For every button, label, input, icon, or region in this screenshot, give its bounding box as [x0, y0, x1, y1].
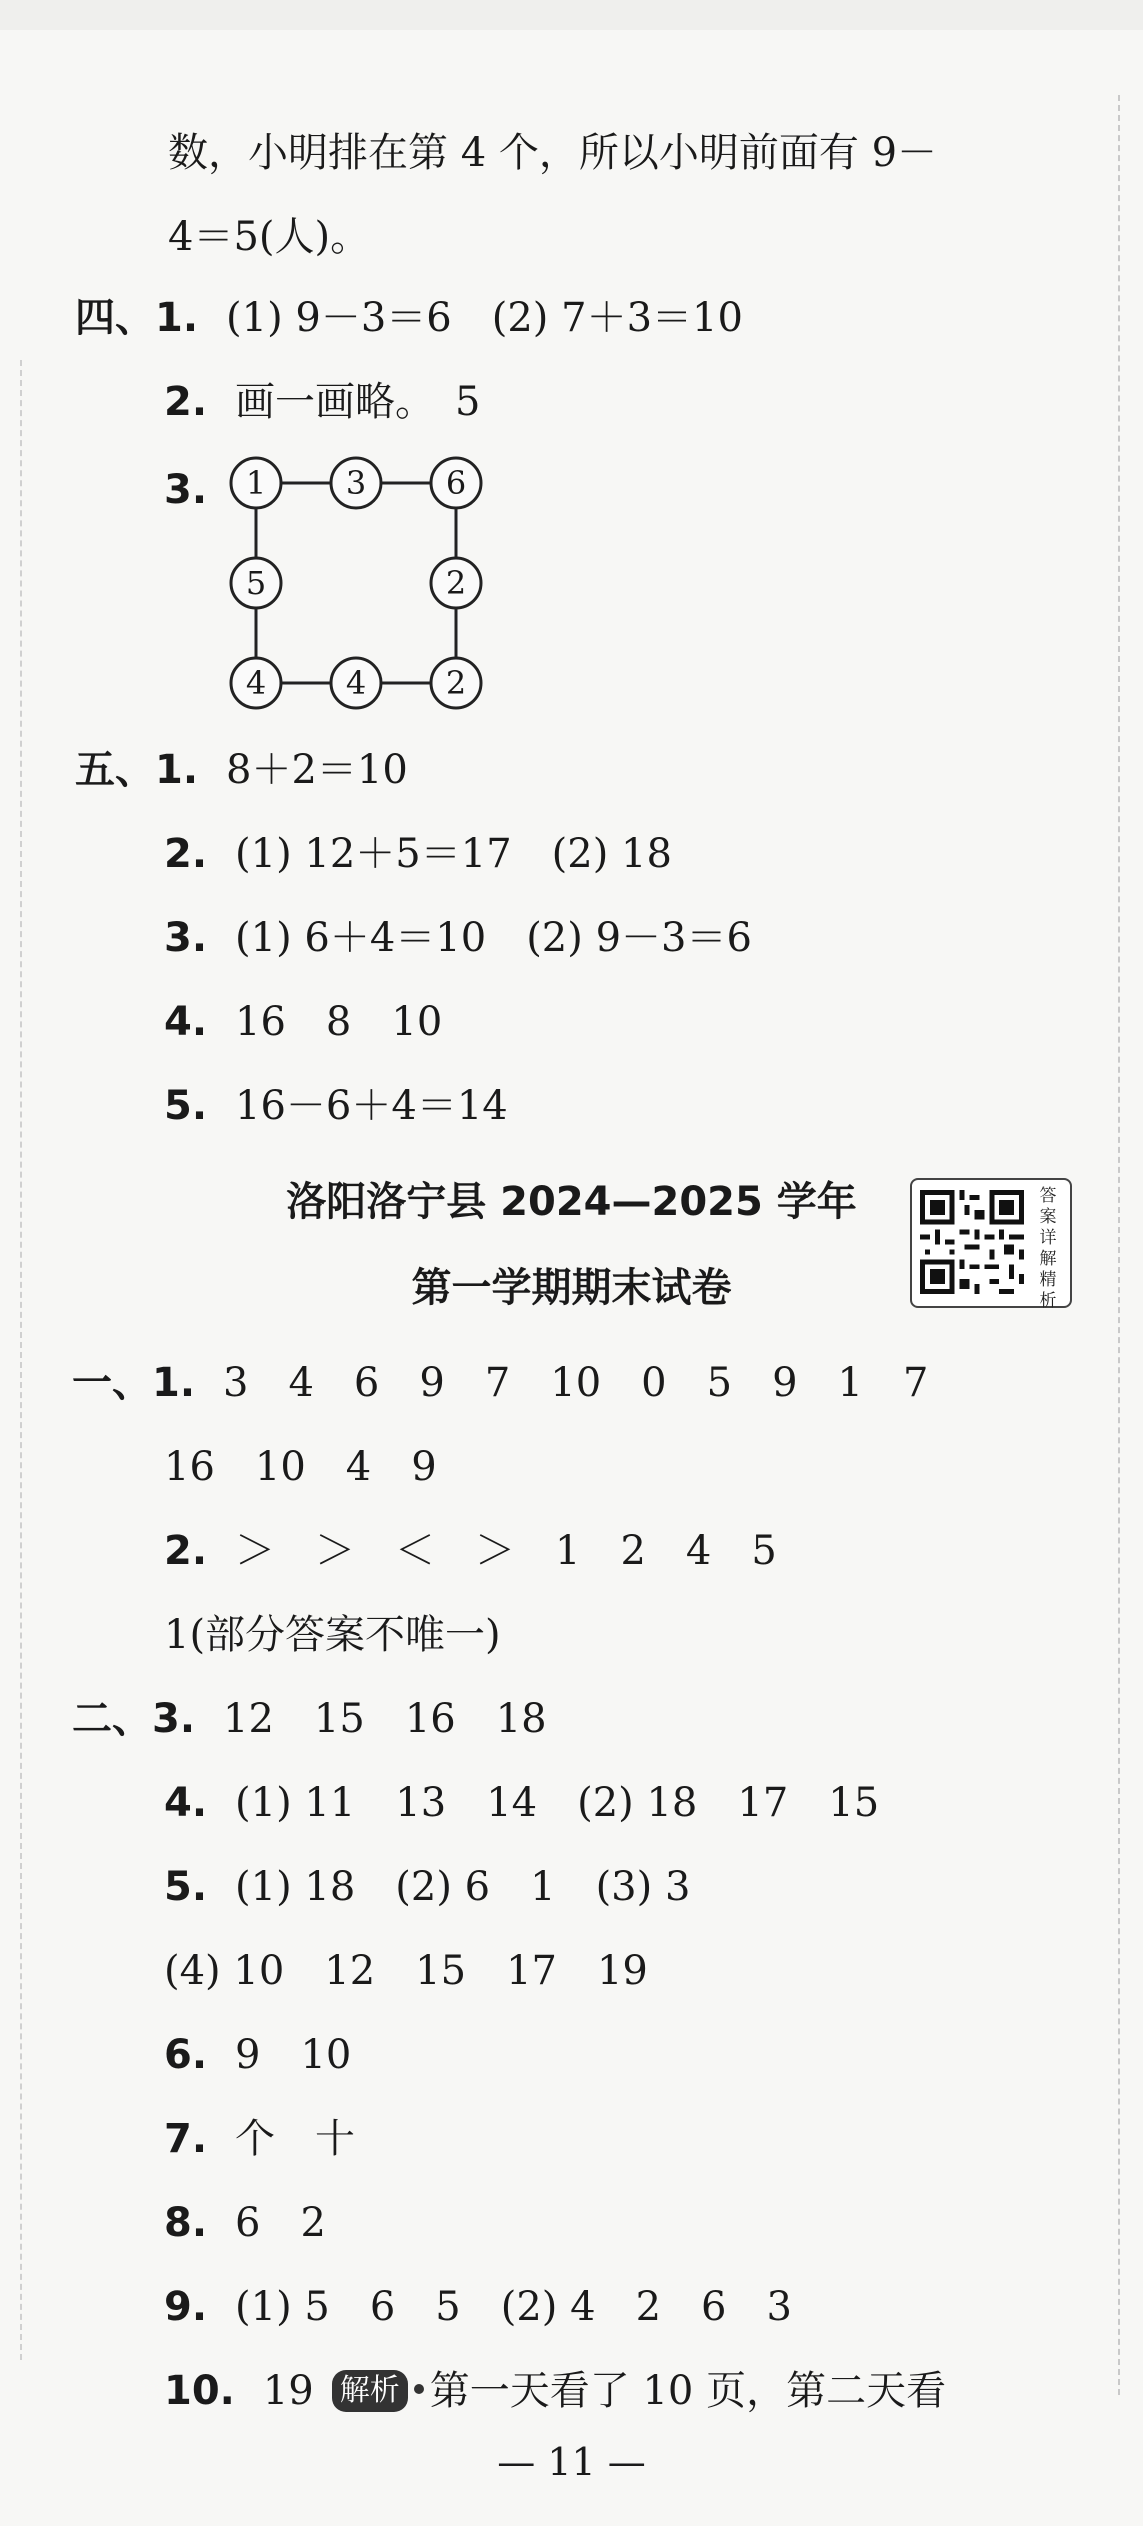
answer-text: 6 2 [235, 2200, 326, 2246]
value-middle-left: 5 [245, 564, 267, 602]
value-top-left: 1 [245, 464, 267, 502]
answer-text: (1) 5 6 5 (2) 4 2 6 3 [235, 2284, 792, 2330]
item-number: 5. [164, 1864, 208, 1910]
section-4-item-3 [164, 460, 207, 520]
item-number: 2. [164, 1528, 208, 1574]
right-dashed-divider [1118, 95, 1120, 2395]
section-4-item-2 [164, 372, 480, 432]
answer-text: 12 15 16 18 [223, 1696, 547, 1742]
item-number: 2. [164, 831, 208, 877]
value-bottom-right: 2 [445, 664, 467, 702]
qr-code-box[interactable] [910, 1178, 1072, 1311]
section-1-item-1 [72, 1353, 928, 1413]
item-number: 1. [155, 295, 199, 341]
value-bottom-left: 4 [245, 664, 267, 702]
item-number: 3. [164, 467, 208, 513]
item-number: 2. [164, 379, 208, 425]
section-2-item-4 [164, 1773, 879, 1833]
qr-label: 答案详解精析 [1039, 1186, 1057, 1311]
section-2-item-5-continued: (4) 10 12 15 17 19 [164, 1948, 648, 1994]
answer-text: (1) 18 (2) 6 1 (3) 3 [235, 1864, 691, 1910]
answer-text: (1) 9－3＝6 (2) 7＋3＝10 [226, 295, 743, 341]
answer-text: 画一画略。 5 [235, 379, 481, 425]
section-2-item-10 [164, 2361, 946, 2421]
value-bottom-middle: 4 [345, 664, 367, 702]
section-2-item-9 [164, 2277, 792, 2337]
item-number: 4. [164, 1780, 208, 1826]
section-2-item-7 [164, 2109, 355, 2169]
section-1-item-2-continued: 1(部分答案不唯一) [164, 1612, 501, 1658]
section-5-item-3 [164, 908, 752, 968]
answer-text: 9 10 [235, 2032, 352, 2078]
answer-text: (1) 11 13 14 (2) 18 17 15 [235, 1780, 880, 1826]
item-number: 10. [164, 2368, 235, 2414]
section-2-item-5 [164, 1857, 690, 1917]
section-5-item-5 [164, 1076, 508, 1136]
item-number: 7. [164, 2116, 208, 2162]
value-top-middle: 3 [345, 464, 367, 502]
section-2-item-8 [164, 2193, 326, 2253]
item-number: 3. [152, 1696, 196, 1742]
section-2-prefix: 二、 [72, 1695, 152, 1742]
item-number: 9. [164, 2284, 208, 2330]
left-dashed-divider [20, 360, 22, 2360]
section-1-prefix: 一、 [72, 1359, 152, 1406]
item-number: 6. [164, 2032, 208, 2078]
answer-text: 16 8 10 [235, 999, 443, 1045]
exam-title-line-2: 第一学期期末试卷 [411, 1265, 732, 1311]
item-number: 8. [164, 2200, 208, 2246]
section-4-item-1 [75, 288, 743, 348]
section-2-item-3 [72, 1689, 547, 1749]
continuation-line-2: 4＝5(人)。 [168, 214, 371, 260]
analysis-text: 第一天看了 10 页，第二天看 [429, 2368, 947, 2414]
answer-text: (1) 6＋4＝10 (2) 9－3＝6 [235, 915, 752, 961]
answer-text: 19 [262, 2368, 314, 2414]
section-5-item-1 [75, 740, 408, 800]
section-1-item-2 [164, 1521, 777, 1581]
answer-text: ＞ ＞ ＜ ＞ 1 2 4 5 [235, 1528, 777, 1574]
item-number: 4. [164, 999, 208, 1045]
section-1-item-1-continued: 16 10 4 9 [164, 1444, 437, 1490]
answer-text: 8＋2＝10 [226, 747, 408, 793]
value-middle-right: 2 [445, 564, 467, 602]
section-2-item-6 [164, 2025, 351, 2085]
item-number: 3. [164, 915, 208, 961]
answer-text: (1) 12＋5＝17 (2) 18 [235, 831, 672, 877]
section-5-item-4 [164, 992, 442, 1052]
exam-title-line-1: 洛阳洛宁县 2024—2025 学年 [286, 1179, 857, 1225]
continuation-line-1: 数，小明排在第 4 个，所以小明前面有 9－ [168, 130, 938, 176]
top-band [0, 0, 1143, 30]
qr-code-icon [920, 1190, 1024, 1294]
section-5-item-2 [164, 824, 672, 884]
item-number: 1. [152, 1360, 196, 1406]
value-top-right: 6 [445, 464, 467, 502]
section-5-prefix: 五、 [75, 746, 155, 793]
item-number: 1. [155, 747, 199, 793]
answer-text: 个 十 [235, 2116, 356, 2162]
answer-text: 16－6＋4＝14 [235, 1083, 508, 1129]
item-number: 5. [164, 1083, 208, 1129]
answer-text: 3 4 6 9 7 10 0 5 9 1 7 [223, 1360, 929, 1406]
analysis-badge: 解析 [332, 2370, 408, 2412]
number-square-diagram [228, 455, 488, 715]
bullet-dot-icon [414, 2384, 424, 2394]
section-4-prefix: 四、 [75, 294, 155, 341]
page-number: — 11 — [497, 2440, 646, 2484]
